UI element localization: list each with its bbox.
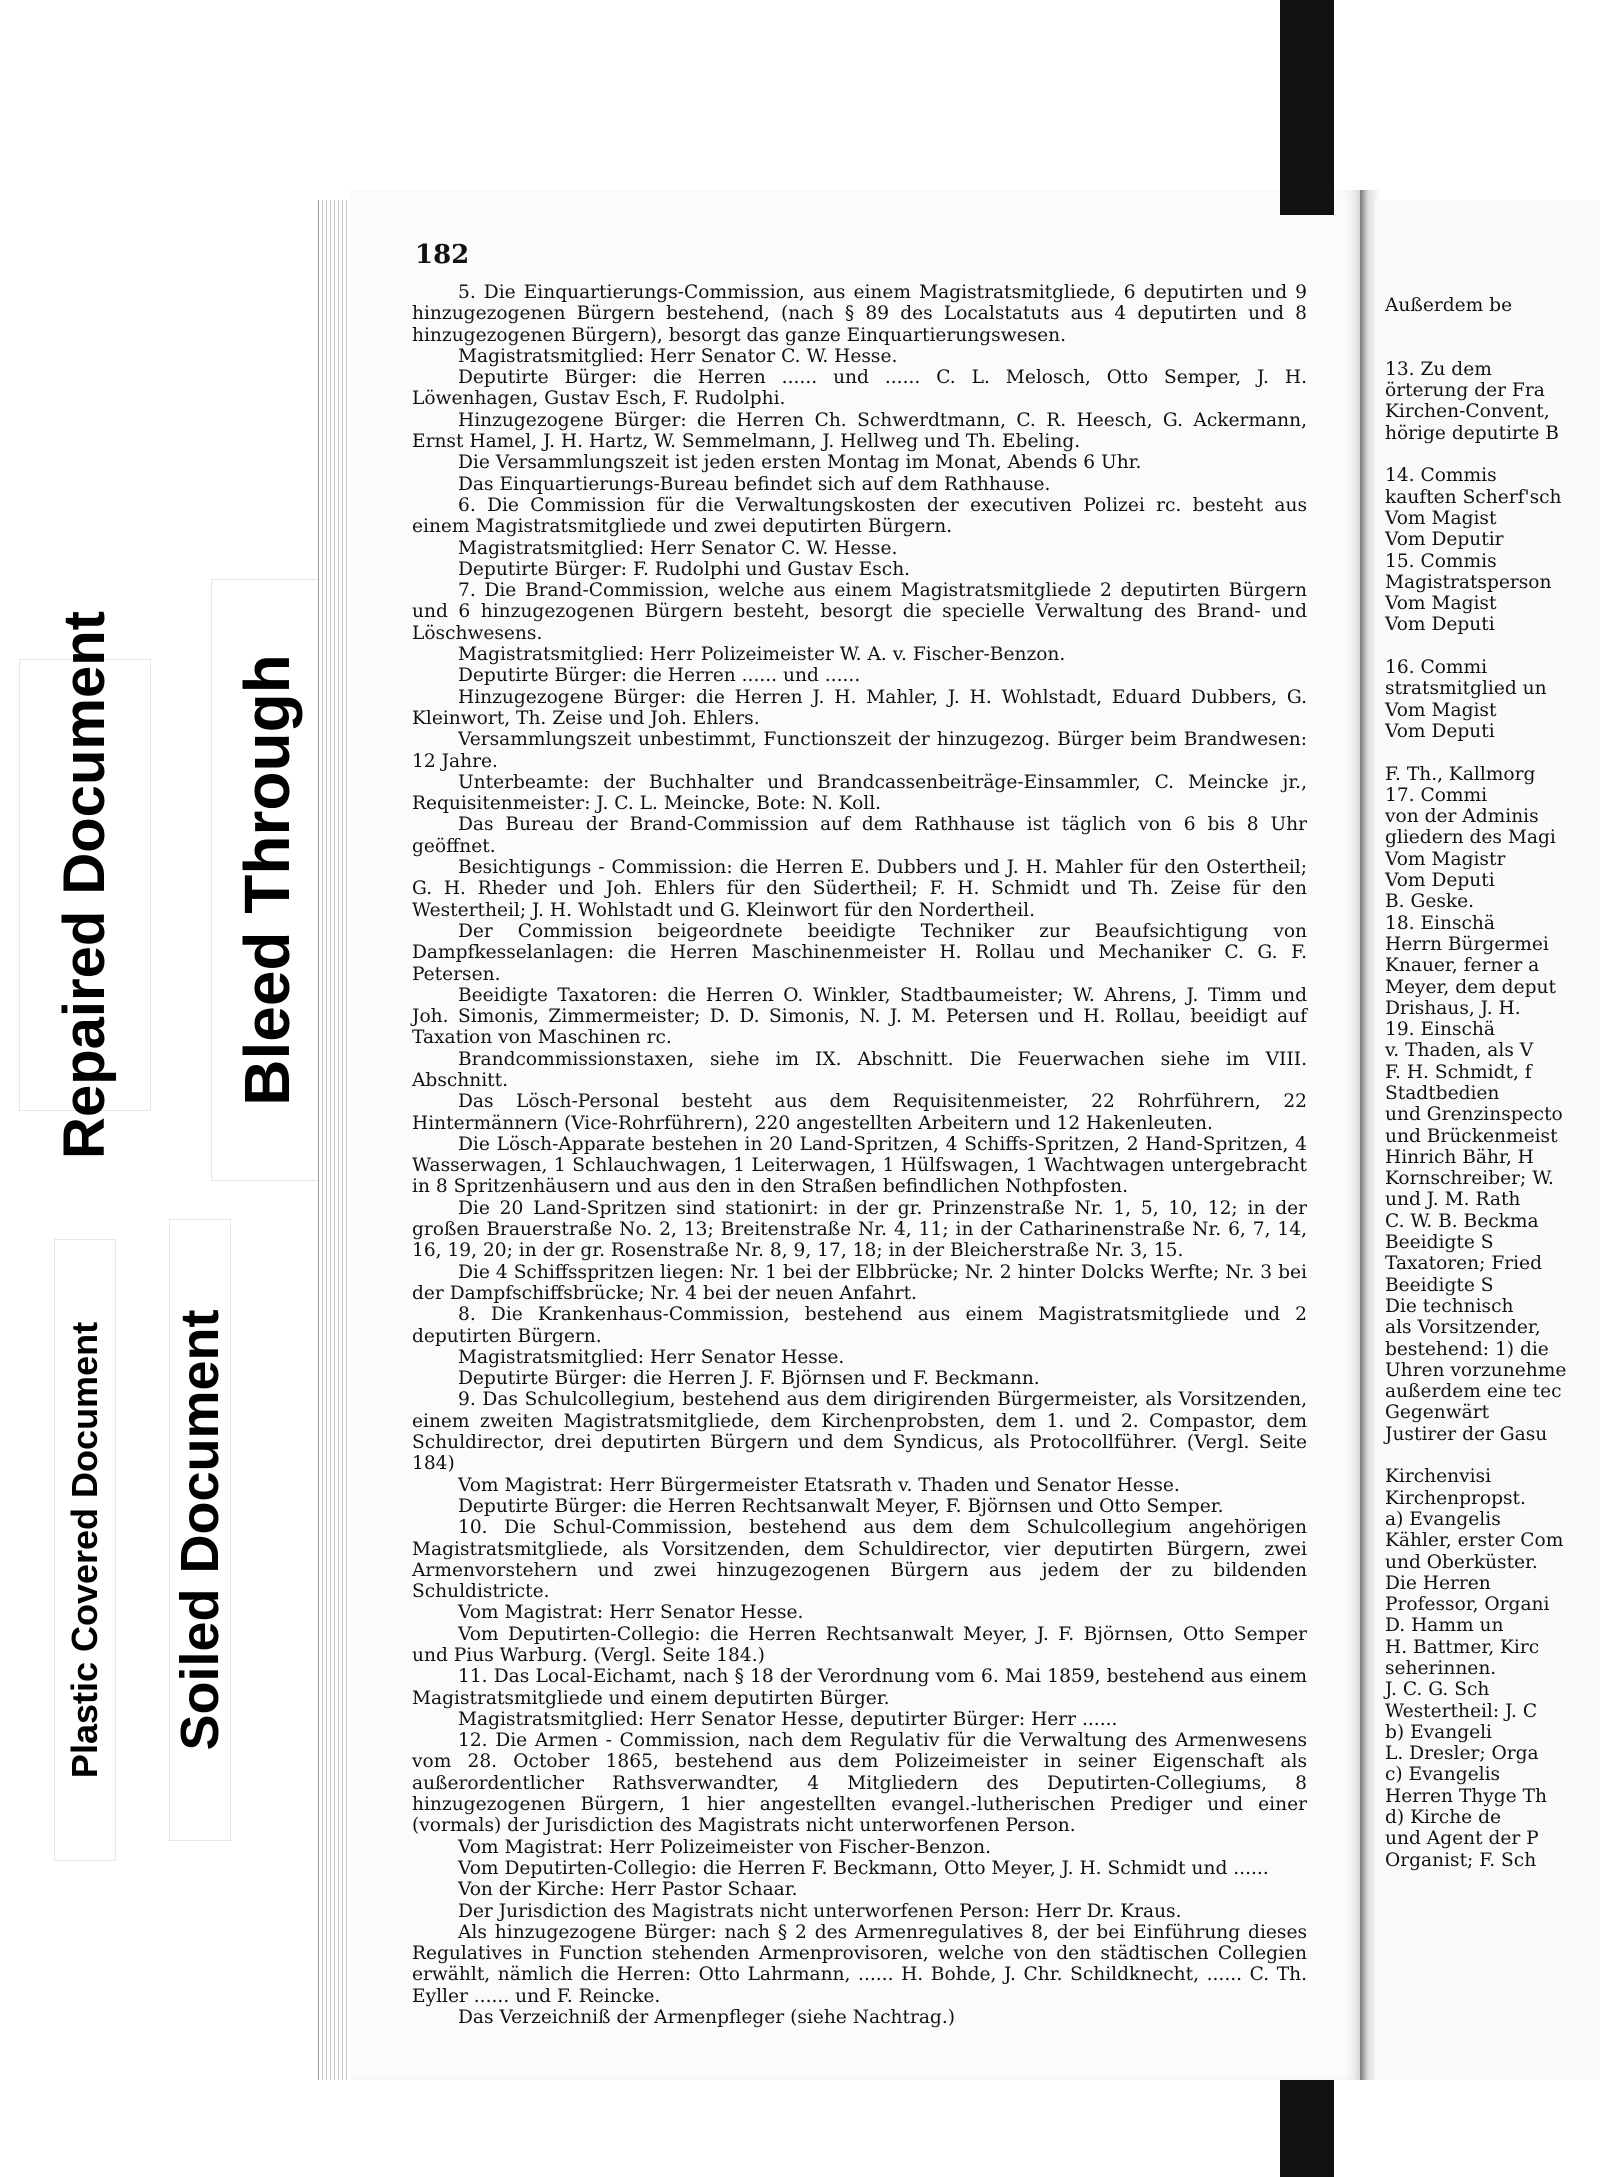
- right-page-line: Kirchenpropst.: [1385, 1487, 1526, 1509]
- right-page-text: [1385, 295, 1600, 1871]
- right-page-line: Die Herren: [1385, 1572, 1491, 1594]
- right-page-line: Drishaus, J. H.: [1385, 997, 1521, 1019]
- right-page-line: 19. Einschä: [1385, 1019, 1495, 1041]
- right-page-line: Westertheil: J. C: [1385, 1700, 1538, 1722]
- right-page-line: und Brückenmeist: [1385, 1125, 1558, 1147]
- plastic-covered-label: Plastic Covered Document: [64, 1321, 105, 1779]
- paragraph: Die Lösch-Apparate bestehen in 20 Land-Spritzen, 4 Schiffs-Spritzen, 2 Hand-Spritzen, 4 Wasserwagen, 1 Schlauchwagen, 1 Leiterwagen, 1 Hülfswagen, 1 Wachtwagen untergebracht in 8 Spritzenhäusern und aus den in den Straßen befindlichen Nothpfosten.: [412, 1133, 1307, 1198]
- paragraph: 7. Die Brand-Commission, welche aus einem Magistratsmitgliede 2 deputirten Bürgern und 6 hinzugezogenen Bürgern besteht, besorgt die specielle Verwaltung des Brand- und Löschwesens.: [412, 580, 1307, 644]
- paragraph: Hinzugezogene Bürger: die Herren J. H. Mahler, J. H. Wohlstadt, Eduard Dubbers, G. Kleinwort, Th. Zeise und Joh. Ehlers.: [412, 686, 1307, 729]
- paragraph: Als hinzugezogene Bürger: nach § 2 des Armenregulatives 8, der bei Einführung dieses Regulatives in Function stehenden Armenprovisoren, welche von den städtischen Collegien erwählt, nämlich die Herren: Otto Lahrmann, ...... H. Bohde, J. Chr. Schildknecht, ...... C. Th. Eyller ...... und F. Reincke.: [412, 1921, 1307, 2007]
- right-page-line: Knauer, ferner a: [1385, 955, 1540, 977]
- right-page-line: F. Th., Kallmorg: [1385, 763, 1536, 785]
- paragraph: 9. Das Schulcollegium, bestehend aus dem dirigirenden Bürgermeister, als Vorsitzenden, einem zweiten Magistratsmitgliede, dem Kirchenprobsten, dem 1. und 2. Compastor, dem Schuldirector, drei deputirten Bürgern und dem Syndicus, als Protocollführer. (Vergl. Seite 184): [412, 1389, 1307, 1475]
- right-page-line: Magistratsperson: [1385, 571, 1552, 593]
- paragraph: Hinzugezogene Bürger: die Herren Ch. Schwerdtmann, C. R. Heesch, G. Ackermann, Ernst Hamel, J. H. Hartz, W. Semmelmann, J. Hellweg und Th. Ebeling.: [412, 409, 1307, 453]
- paragraph: Magistratsmitglied: Herr Senator Hesse, deputirter Bürger: Herr ......: [458, 1708, 1118, 1730]
- right-page-line: Meyer, dem deput: [1385, 976, 1556, 998]
- right-page-line: Uhren vorzunehme: [1385, 1359, 1567, 1381]
- right-page-line: und Agent der P: [1385, 1828, 1539, 1850]
- page-number: 182: [415, 240, 470, 270]
- paragraph: Vom Magistrat: Herr Polizeimeister von Fischer-Benzon.: [458, 1836, 992, 1858]
- right-page-line: D. Hamm un: [1385, 1615, 1504, 1637]
- paragraph: 5. Die Einquartierungs-Commission, aus einem Magistratsmitgliede, 6 deputirten und 9 hinzugezogenen Bürgern bestehend, (nach § 89 des Localstatuts aus 4 deputirten und 8 hinzugezogenen Bürgern), besorgt das ganze Einquartierungswesen.: [412, 282, 1307, 346]
- soiled-document-label: Soiled Document: [170, 1309, 230, 1751]
- right-page-line: Vom Magist: [1385, 699, 1497, 721]
- repaired-document-label: Repaired Document: [52, 611, 117, 1159]
- paragraph: Der Commission beigeordnete beeidigte Techniker zur Beaufsichtigung von Dampfkesselanlagen: die Herren Maschinenmeister H. Rollau und Mechaniker C. G. F. Petersen.: [412, 920, 1307, 985]
- paragraph: Magistratsmitglied: Herr Senator C. W. Hesse.: [458, 345, 898, 367]
- right-page-line: Gegenwärt: [1385, 1402, 1490, 1424]
- right-page-line: Vom Deputi: [1385, 614, 1495, 636]
- right-page-line: C. W. B. Beckma: [1385, 1210, 1539, 1232]
- paragraph: Vom Deputirten-Collegio: die Herren F. Beckmann, Otto Meyer, J. H. Schmidt und ......: [458, 1857, 1269, 1879]
- right-page-line: Taxatoren; Fried: [1385, 1253, 1542, 1275]
- paragraph: Vom Deputirten-Collegio: die Herren Rechtsanwalt Meyer, J. F. Björnsen, Otto Semper und Pius Warburg. (Vergl. Seite 184.): [412, 1623, 1307, 1666]
- right-page-line: 18. Einschä: [1385, 912, 1495, 934]
- right-page-line: und Oberküster.: [1385, 1551, 1538, 1573]
- right-page-line: gliedern des Magi: [1385, 827, 1556, 849]
- paragraph: Vom Magistrat: Herr Senator Hesse.: [458, 1602, 804, 1624]
- paragraph: Die 20 Land-Spritzen sind stationirt: in der gr. Prinzenstraße Nr. 1, 5, 10, 12; in der großen Brauerstraße No. 2, 13; Breitenstraße Nr. 4, 11; in der Catharinenstraße Nr. 6, 7, 14, 16, 19, 20; in der gr. Rosenstraße Nr. 8, 9, 17, 18; in der Bleicherstraße Nr. 3, 15.: [412, 1197, 1307, 1262]
- right-page-line: 17. Commi: [1385, 784, 1488, 806]
- paragraph: Die Versammlungszeit ist jeden ersten Montag im Monat, Abends 6 Uhr.: [458, 452, 1142, 474]
- right-page-line: B. Geske.: [1385, 891, 1475, 913]
- paragraph: Der Jurisdiction des Magistrats nicht unterworfenen Person: Herr Dr. Kraus.: [458, 1900, 1182, 1922]
- paragraph: Magistratsmitglied: Herr Polizeimeister W. A. v. Fischer-Benzon.: [458, 644, 1066, 666]
- paragraph: Deputirte Bürger: die Herren ...... und ...... C. L. Melosch, Otto Semper, J. H. Löwenhagen, Gustav Esch, F. Rudolphi.: [412, 367, 1307, 410]
- paragraph: 10. Die Schul-Commission, bestehend aus dem dem Schulcollegium angehörigen Magistratsmitgliede, als Vorsitzenden, dem Schuldirector, vier deputirten Bürgern, zwei Armenvorstehern und zwei hinzugezogenen Bürgern aus jedem der zu bildenden Schuldistricte.: [412, 1517, 1307, 1603]
- paragraph: Magistratsmitglied: Herr Senator C. W. Hesse.: [458, 537, 898, 559]
- paragraph: Das Verzeichniß der Armenpfleger (siehe Nachtrag.): [458, 2007, 955, 2029]
- right-page-line: außerdem eine tec: [1385, 1381, 1562, 1403]
- scan-label-tabs: [0, 0, 320, 2177]
- right-page-line: Vom Deputi: [1385, 870, 1495, 892]
- paragraph: Von der Kirche: Herr Pastor Schaar.: [458, 1879, 798, 1901]
- paragraph: 6. Die Commission für die Verwaltungskosten der executiven Polizei rc. besteht aus einem Magistratsmitgliede und zwei deputirten Bürgern.: [412, 494, 1307, 538]
- right-page-line: 13. Zu dem: [1385, 358, 1492, 380]
- right-page-line: hörige deputirte B: [1385, 422, 1559, 444]
- right-page-line: c) Evangelis: [1385, 1764, 1501, 1786]
- right-page-line: Professor, Organi: [1385, 1594, 1550, 1616]
- right-page-line: Hinrich Bähr, H: [1385, 1146, 1534, 1168]
- paragraph: Das Bureau der Brand-Commission auf dem Rathhause ist täglich von 6 bis 8 Uhr geöffnet.: [412, 814, 1307, 857]
- right-page-line: Justirer der Gasu: [1385, 1423, 1548, 1445]
- paragraph: Brandcommissionstaxen, siehe im IX. Abschnitt. Die Feuerwachen siehe im VIII. Abschnitt.: [412, 1048, 1307, 1091]
- right-page-line: 16. Commi: [1385, 657, 1488, 679]
- paragraph: Unterbeamte: der Buchhalter und Brandcassenbeiträge-Einsammler, C. Meincke jr., Requisitenmeister: J. C. L. Meincke, Bote: N. Koll.: [412, 771, 1307, 815]
- plastic-covered-tab: [55, 1240, 115, 1860]
- paragraph: Besichtigungs - Commission: die Herren E. Dubbers und J. H. Mahler für den Ostertheil; G. H. Rheder und Joh. Ehlers für den Südertheil; F. H. Schmidt und Th. Zeise für den Westertheil; J. H. Wohlstadt und G. Kleinwort für den Nordertheil.: [412, 857, 1307, 921]
- right-page-line: 15. Commis: [1385, 550, 1497, 572]
- paragraph: Deputirte Bürger: die Herren ...... und ......: [458, 665, 861, 687]
- right-page-line: v. Thaden, als V: [1385, 1040, 1534, 1062]
- right-page-line: seherinnen.: [1385, 1658, 1497, 1679]
- right-page-line: Die technisch: [1385, 1295, 1514, 1317]
- book-clip-bottom: [1280, 2080, 1334, 2177]
- right-page-line: und Grenzinspecto: [1385, 1104, 1563, 1126]
- paragraph: Das Einquartierungs-Bureau befindet sich auf dem Rathhause.: [458, 473, 1051, 495]
- paragraph: Beeidigte Taxatoren: die Herren O. Winkler, Stadtbaumeister; W. Ahrens, J. Timm und Joh. Simonis, Zimmermeister; D. D. Simonis, N. J. M. Petersen und H. Rollau, beeidigt auf Taxation von Maschinen rc.: [412, 984, 1307, 1049]
- right-page-line: Vom Magistr: [1385, 848, 1506, 870]
- right-page-line: bestehend: 1) die: [1385, 1338, 1549, 1360]
- right-page-line: Vom Magist: [1385, 507, 1497, 529]
- paragraph: Deputirte Bürger: die Herren Rechtsanwalt Meyer, F. Björnsen und Otto Semper.: [458, 1495, 1224, 1517]
- right-page-line: Vom Magist: [1385, 593, 1497, 615]
- paragraph: Das Lösch-Personal besteht aus dem Requisitenmeister, 22 Rohrführern, 22 Hintermännern (Vice-Rohrführern), 220 angestellten Arbeitern und 12 Hakenleuten.: [412, 1091, 1307, 1134]
- right-page-line: Stadtbedien: [1385, 1082, 1500, 1104]
- right-page-line: Organist; F. Sch: [1385, 1849, 1537, 1871]
- paragraph: 11. Das Local-Eichamt, nach § 18 der Verordnung vom 6. Mai 1859, bestehend aus einem Magistratsmitgliede und einem deputirten Bürger.: [412, 1666, 1307, 1709]
- right-page-line: b) Evangeli: [1385, 1721, 1493, 1743]
- right-page: [1375, 200, 1600, 2080]
- right-page-line: Beeidigte S: [1385, 1274, 1494, 1296]
- right-page-line: 14. Commis: [1385, 465, 1497, 487]
- right-page-line: [1385, 636, 1600, 657]
- right-page-line: und J. M. Rath: [1385, 1189, 1521, 1211]
- repaired-document-tab: [20, 611, 150, 1159]
- paragraph: 8. Die Krankenhaus-Commission, bestehend aus einem Magistratsmitgliede und 2 deputirten Bürgern.: [412, 1304, 1307, 1347]
- right-page-line: kauften Scherf'sch: [1385, 486, 1562, 508]
- right-page-line: L. Dresler; Orga: [1385, 1743, 1539, 1765]
- right-page-line: [1385, 316, 1600, 337]
- paragraph: Vom Magistrat: Herr Bürgermeister Etatsrath v. Thaden und Senator Hesse.: [458, 1474, 1180, 1496]
- right-page-line: von der Adminis: [1385, 806, 1539, 828]
- bleed-through-tab: [212, 580, 322, 1180]
- right-page-line: Kirchen-Convent,: [1385, 401, 1550, 423]
- paragraph: Die 4 Schiffsspritzen liegen: Nr. 1 bei der Elbbrücke; Nr. 2 hinter Dolcks Werfte; Nr. 3 bei der Dampfschiffsbrücke; Nr. 4 bei der neuen Anfahrt.: [412, 1261, 1307, 1304]
- paragraph: Magistratsmitglied: Herr Senator Hesse.: [458, 1346, 845, 1368]
- right-page-line: [1385, 444, 1600, 465]
- right-page-line: Herrn Bürgermei: [1385, 933, 1549, 955]
- bleed-through-label: Bleed Through: [231, 654, 303, 1106]
- book-clip-top: [1280, 0, 1334, 215]
- paragraph: 12. Die Armen - Commission, nach dem Regulativ für die Verwaltung des Armenwesens vom 28. October 1865, bestehend aus dem Polizeimeister in seiner Eigenschaft als außerordentlicher Rathsverwandter, 4 Mitgliedern des Deputirten-Collegiums, 8 hinzugezogenen Bürgern, 1 hier angestellten evangel.-lutherischen Prediger und einer (vormals) der Jurisdiction des Magistrats nicht unterworfenen Person.: [412, 1730, 1307, 1837]
- right-page-line: stratsmitglied un: [1385, 678, 1547, 700]
- right-page-line: a) Evangelis: [1385, 1508, 1501, 1530]
- right-page-line: [1385, 338, 1600, 359]
- left-page-text: [412, 282, 1307, 2028]
- paragraph: Deputirte Bürger: F. Rudolphi und Gustav Esch.: [458, 558, 911, 580]
- right-page-line: Herren Thyge Th: [1385, 1785, 1547, 1807]
- right-page-line: [1385, 1445, 1600, 1466]
- right-page-line: Beeidigte S: [1385, 1232, 1494, 1254]
- right-page-line: Vom Deputi: [1385, 720, 1495, 742]
- right-page-line: Kornschreiber; W.: [1385, 1168, 1554, 1190]
- right-page-line: als Vorsitzender,: [1385, 1317, 1541, 1339]
- paragraph: Versammlungszeit unbestimmt, Functionszeit der hinzugezog. Bürger beim Brandwesen: 12 Jahre.: [412, 729, 1307, 772]
- right-page-line: örterung der Fra: [1385, 380, 1545, 402]
- right-page-line: J. C. G. Sch: [1385, 1679, 1490, 1701]
- right-page-line: Kähler, erster Com: [1385, 1530, 1564, 1552]
- right-page-line: Außerdem be: [1385, 295, 1513, 316]
- right-page-line: d) Kirche de: [1385, 1807, 1502, 1829]
- right-page-line: F. H. Schmidt, f: [1385, 1061, 1532, 1083]
- paragraph: Deputirte Bürger: die Herren J. F. Björnsen und F. Beckmann.: [458, 1368, 1040, 1390]
- right-page-line: Vom Deputir: [1385, 529, 1504, 551]
- right-page-line: H. Battmer, Kirc: [1385, 1636, 1540, 1658]
- right-page-line: [1385, 742, 1600, 763]
- right-page-line: Kirchenvisi: [1385, 1466, 1492, 1488]
- soiled-document-tab: [170, 1220, 230, 1840]
